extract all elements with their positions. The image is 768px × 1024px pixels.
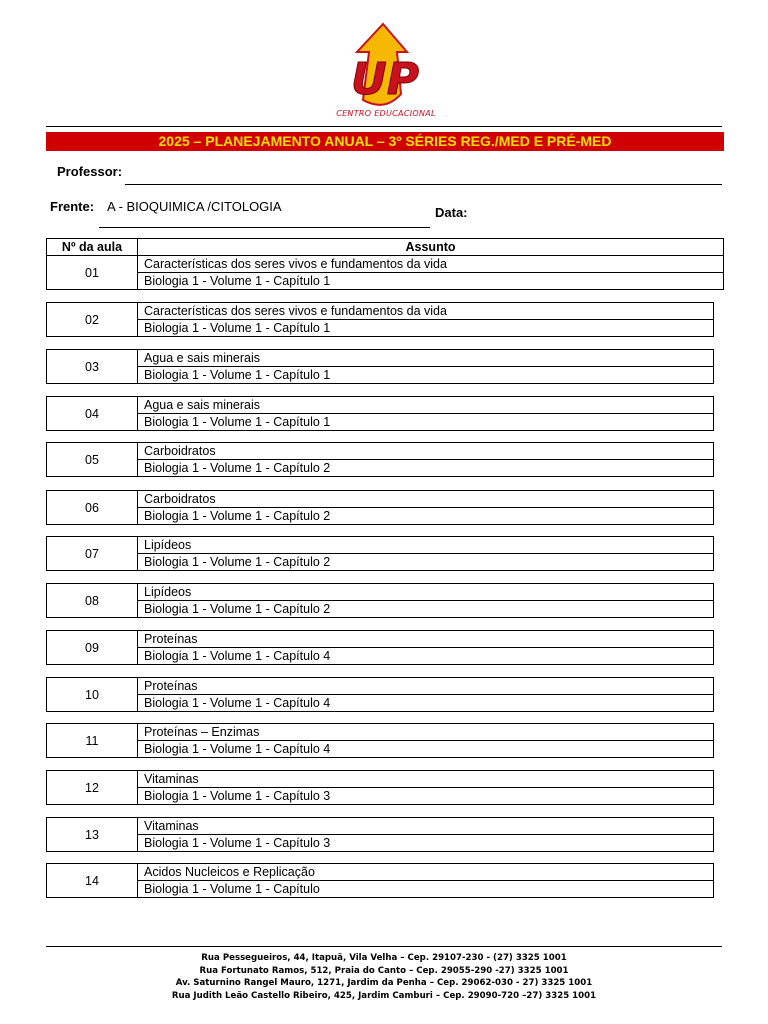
lesson-topic: Lipídeos <box>138 584 713 601</box>
lesson-topic: Características dos seres vivos e fundamentos da vida <box>138 303 713 320</box>
footer-divider <box>46 946 722 947</box>
title-banner: 2025 – PLANEJAMENTO ANUAL – 3º SÉRIES REG./MED E PRÉ-MED <box>46 132 724 151</box>
footer-address-line: Rua Pessegueiros, 44, Itapuã, Vila Velha – Cep. 29107-230 - (27) 3325 1001 <box>201 953 567 963</box>
lesson-topic: Acidos Nucleicos e Replicação <box>138 864 713 881</box>
lesson-number: 05 <box>47 443 138 476</box>
lesson-number: 13 <box>47 818 138 851</box>
lesson-number: 08 <box>47 584 138 617</box>
lesson-topic: Vitaminas <box>138 818 713 835</box>
lesson-number: 14 <box>47 864 138 897</box>
footer-address-line: Rua Fortunato Ramos, 512, Praia do Canto – Cep. 29055-290 -27) 3325 1001 <box>199 965 569 976</box>
lesson-number: 01 <box>47 256 138 289</box>
lesson-row <box>46 723 714 758</box>
lesson-topic: Carboidratos <box>138 491 713 508</box>
logo-text: UP <box>351 54 419 105</box>
lesson-row <box>46 677 714 712</box>
lesson-number: 02 <box>47 303 138 336</box>
frente-field[interactable] <box>99 227 430 228</box>
lesson-topic: Proteínas <box>138 631 713 648</box>
professor-label: Professor: <box>57 164 123 179</box>
lesson-topic: Agua e sais minerais <box>138 397 713 414</box>
lesson-reference: Biologia 1 - Volume 1 - Capítulo 1 <box>144 321 331 335</box>
header-divider <box>46 126 722 127</box>
lesson-reference: Biologia 1 - Volume 1 - Capítulo <box>144 882 320 896</box>
lesson-number: 06 <box>47 491 138 524</box>
lesson-topic: Proteínas <box>138 678 713 695</box>
lesson-topic: Lipídeos <box>138 537 713 554</box>
data-label: Data: <box>435 205 468 220</box>
lesson-number: 12 <box>47 771 138 804</box>
frente-value: A - BIOQUIMICA /CITOLOGIA <box>107 199 282 214</box>
lesson-reference: Biologia 1 - Volume 1 - Capítulo 3 <box>144 836 331 850</box>
lesson-row <box>46 630 714 665</box>
lesson-reference: Biologia 1 - Volume 1 - Capítulo 2 <box>144 555 331 569</box>
lesson-reference: Biologia 1 - Volume 1 - Capítulo 1 <box>144 368 331 382</box>
lesson-topic: Características dos seres vivos e fundamentos da vida <box>138 256 723 273</box>
lesson-row <box>46 770 714 805</box>
lesson-number: 04 <box>47 397 138 430</box>
lesson-topic: Agua e sais minerais <box>138 350 713 367</box>
logo-subtitle: CENTRO EDUCACIONAL <box>336 109 436 118</box>
lesson-row <box>46 396 714 431</box>
professor-field[interactable] <box>125 184 722 185</box>
lesson-number: 10 <box>47 678 138 711</box>
col-header-subject: Assunto <box>405 240 456 254</box>
lesson-reference: Biologia 1 - Volume 1 - Capítulo 2 <box>144 602 331 616</box>
lesson-row <box>46 863 714 898</box>
lesson-row <box>46 490 714 525</box>
col-header-num: Nº da aula <box>47 239 138 255</box>
lesson-reference: Biologia 1 - Volume 1 - Capítulo 4 <box>144 742 331 756</box>
table-header <box>46 238 724 256</box>
footer-address-line: Rua Judith Leão Castello Ribeiro, 425, Jardim Camburi – Cep. 29090-720 –27) 3325 1001 <box>171 990 597 1001</box>
lesson-number: 09 <box>47 631 138 664</box>
lesson-row <box>46 536 714 571</box>
lesson-row <box>46 255 724 290</box>
lesson-reference: Biologia 1 - Volume 1 - Capítulo 4 <box>144 649 331 663</box>
lesson-topic: Vitaminas <box>138 771 713 788</box>
lesson-row <box>46 349 714 384</box>
up-logo <box>335 22 435 122</box>
lesson-reference: Biologia 1 - Volume 1 - Capítulo 1 <box>144 274 331 288</box>
lesson-topic: Carboidratos <box>138 443 713 460</box>
lesson-reference: Biologia 1 - Volume 1 - Capítulo 4 <box>144 696 331 710</box>
lesson-row <box>46 442 714 477</box>
footer-address-line: Av. Saturnino Rangel Mauro, 1271, Jardim da Penha – Cep. 29062-030 - 27) 3325 1001 <box>175 978 593 989</box>
lesson-row <box>46 302 714 337</box>
lesson-reference: Biologia 1 - Volume 1 - Capítulo 2 <box>144 461 331 475</box>
lesson-topic: Proteínas – Enzimas <box>138 724 713 741</box>
lesson-number: 11 <box>47 724 138 757</box>
footer-addresses <box>46 952 722 1002</box>
lesson-reference: Biologia 1 - Volume 1 - Capítulo 2 <box>144 509 331 523</box>
lesson-number: 03 <box>47 350 138 383</box>
frente-label: Frente: <box>50 199 95 214</box>
lesson-row <box>46 583 714 618</box>
lesson-reference: Biologia 1 - Volume 1 - Capítulo 3 <box>144 789 331 803</box>
lesson-row <box>46 817 714 852</box>
lesson-reference: Biologia 1 - Volume 1 - Capítulo 1 <box>144 415 331 429</box>
lesson-number: 07 <box>47 537 138 570</box>
